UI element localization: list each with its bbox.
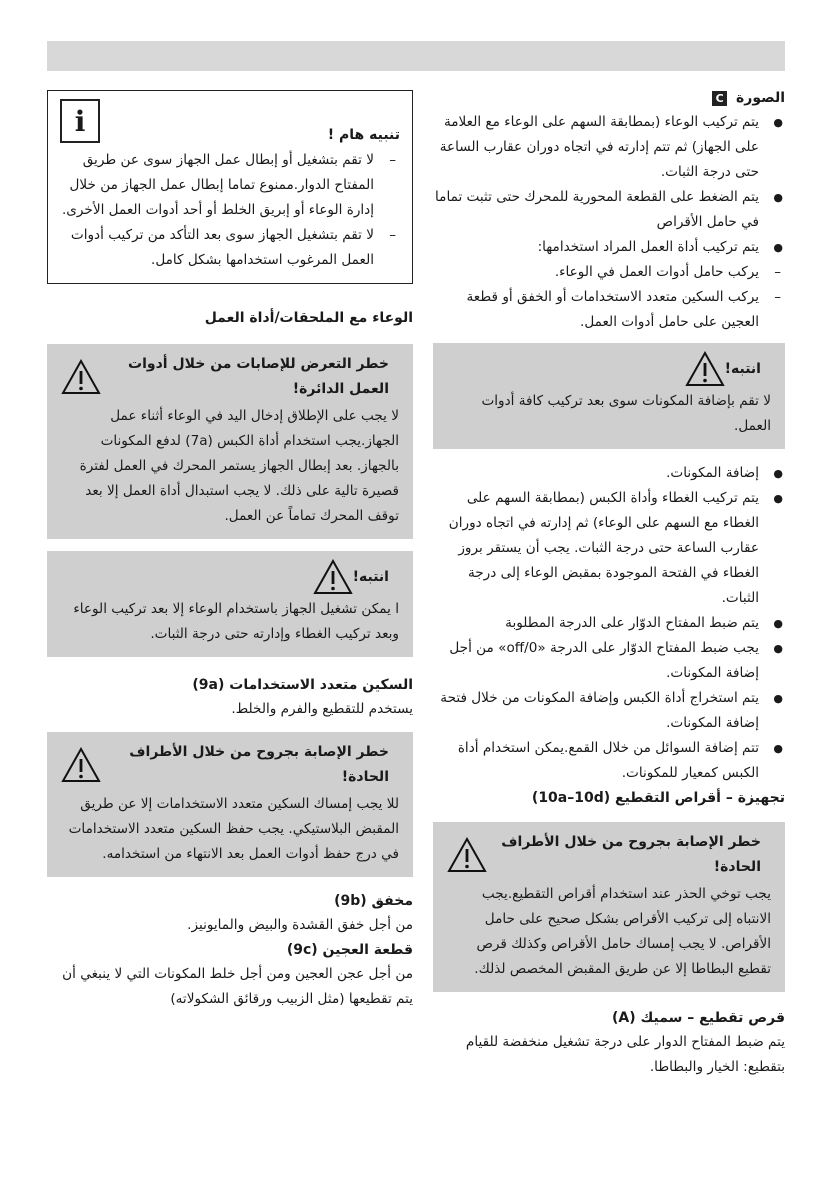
warning-text: يجب توخي الحذر عند استخدام أقراص التقطيع.يجب الانتباه إلى تركيب الأقراص بشكل صحيح على حامل الأقراص. لا يجب إمساك حامل الأقراص وكذلك قرص تقطيع البطاطا إلا عن طريق المقبض المخصص لذلك. bbox=[474, 886, 771, 977]
discs-heading: تجهيزة – أقراص التقطيع (10a–10d) bbox=[531, 790, 785, 806]
warning-text: لا تقم بإضافة المكونات سوى بعد تركيب كافة أدوات العمل. bbox=[481, 393, 771, 434]
header-bar bbox=[47, 41, 785, 71]
list-item: ● يجب ضبط المفتاح الدوّار على الدرجة «0/off» من أجل إضافة المكونات. bbox=[433, 636, 785, 686]
knife-heading: السكين متعدد الاستخدامات (9a) bbox=[192, 677, 413, 693]
list-item: ● إضافة المكونات. bbox=[433, 461, 785, 486]
warning-title: خطر التعرض للإصابات من خلال أدوات العمل الدائرة! bbox=[128, 356, 389, 397]
warning-box-knife bbox=[47, 732, 413, 877]
knife-text: يستخدم للتقطيع والفرم والخلط. bbox=[231, 701, 413, 717]
list-item: ● يتم تركيب الوعاء (بمطابقة السهم على الوعاء مع العلامة على الجهاز) ثم تتم إدارته في اتجاه دوران عقارب الساعة حتى درجة الثبات. bbox=[433, 110, 785, 185]
info-icon: i bbox=[60, 99, 100, 143]
warning-triangle-icon bbox=[685, 351, 725, 387]
dough-heading: قطعة العجين (9c) bbox=[286, 942, 413, 958]
disc-a-heading: قرص تقطيع – سميك (A) bbox=[611, 1010, 785, 1026]
list-item: ● يتم ضبط المفتاح الدوّار على الدرجة المطلوبة bbox=[433, 611, 785, 636]
list-item: – لا تقم بتشغيل الجهاز سوى بعد التأكد من تركيب أدوات العمل المرغوب استخدامها بشكل كامل. bbox=[60, 223, 400, 273]
dough-text: من أجل عجن العجين ومن أجل خلط المكونات التي لا ينبغي أن يتم تقطيعها (مثل الزبيب ورقائق الشكولاته) bbox=[62, 966, 413, 1007]
warning-title: خطر الإصابة بجروح من خلال الأطراف الحادة! bbox=[129, 744, 389, 785]
warning-text: ا يمكن تشغيل الجهاز باستخدام الوعاء إلا بعد تركيب الوعاء وبعد تركيب الغطاء وإدارته حتى درجة الثبات. bbox=[73, 601, 399, 642]
warning-triangle-icon bbox=[61, 359, 101, 395]
warning-text: لا يجب على الإطلاق إدخال اليد في الوعاء أثناء عمل الجهاز.يجب استخدام أداة الكبس (7a) لدفع المكونات بالجهاز. بعد إبطال الجهاز يستمر المحرك في العمل لفترة قصيرة تالية على ذلك. لا يجب استبدال أداة العمل إلا بعد توقف المحرك تماماً عن العمل. bbox=[79, 408, 399, 524]
list-item: – يركب السكين متعدد الاستخدامات أو الخفق أو قطعة العجين على حامل أدوات العمل. bbox=[433, 285, 785, 335]
list-item: – يركب حامل أدوات العمل في الوعاء. bbox=[433, 260, 785, 285]
warning-title: انتبه! bbox=[352, 568, 389, 585]
warning-title: خطر الإصابة بجروح من خلال الأطراف الحادة! bbox=[501, 834, 761, 875]
steps-list-1 bbox=[433, 110, 785, 260]
figure-heading: الصورة C bbox=[433, 86, 785, 110]
notice-list bbox=[60, 148, 400, 273]
warning-triangle-icon bbox=[447, 837, 487, 873]
warning-triangle-icon bbox=[313, 559, 353, 595]
figure-c-icon: C bbox=[712, 91, 727, 106]
list-item: ● يتم استخراج أداة الكبس وإضافة المكونات من خلال فتحة إضافة المكونات. bbox=[433, 686, 785, 736]
left-text-column bbox=[47, 90, 413, 1012]
warning-triangle-icon bbox=[61, 747, 101, 783]
list-item: ● يتم تركيب الغطاء وأداة الكبس (بمطابقة السهم على الغطاء مع السهم على الوعاء) ثم إدارته في اتجاه دوران عقارب الساعة حتى درجة الثبات. يجب أن يستقر بروز الغطاء في الفتحة الموجودة بمقبض الوعاء إلى درجة الثبات. bbox=[433, 486, 785, 611]
list-item: – لا تقم بتشغيل أو إبطال عمل الجهاز سوى عن طريق المفتاح الدوار.ممنوع تماما إبطال عمل الجهاز من خلال إدارة الوعاء أو إبريق الخلط أو أحد أدوات العمل الأخرى. bbox=[60, 148, 400, 223]
list-item: ● يتم الضغط على القطعة المحورية للمحرك حتى تثبت تماما في حامل الأقراص bbox=[433, 185, 785, 235]
warning-title: انتبه! bbox=[724, 360, 761, 377]
warning-box-sharp-edges bbox=[433, 822, 785, 992]
right-text-column bbox=[433, 86, 785, 1080]
list-item: ● تتم إضافة السوائل من خلال القمع.يمكن استخدام أداة الكبس كمعيار للمكونات. bbox=[433, 736, 785, 786]
warning-box-rotating-tools bbox=[47, 344, 413, 539]
disc-a-text: يتم ضبط المفتاح الدوار على درجة تشغيل منخفضة للقيام بتقطيع: الخيار والبطاطا. bbox=[465, 1034, 785, 1075]
whisk-text: من أجل خفق القشدة والبيض والمايونيز. bbox=[187, 917, 413, 933]
whisk-heading: مخفق (9b) bbox=[334, 893, 413, 909]
warning-box-bowl-attention bbox=[47, 551, 413, 657]
important-notice-box bbox=[47, 90, 413, 284]
warning-box-attention bbox=[433, 343, 785, 449]
tool-sub-list bbox=[433, 260, 785, 335]
list-item: ● يتم تركيب أداة العمل المراد استخدامها: bbox=[433, 235, 785, 260]
steps-list-2 bbox=[433, 461, 785, 786]
accessories-heading: الوعاء مع الملحقات/أداة العمل bbox=[204, 310, 413, 326]
warning-text: للا يجب إمساك السكين متعدد الاستخدامات إلا عن طريق المقبض البلاستيكي. يجب حفظ السكين متعدد الاستخدامات في درج حفظ أدوات العمل بعد الانتهاء من استخدامه. bbox=[68, 796, 399, 862]
notice-title: تنبيه هام ! bbox=[327, 127, 400, 143]
